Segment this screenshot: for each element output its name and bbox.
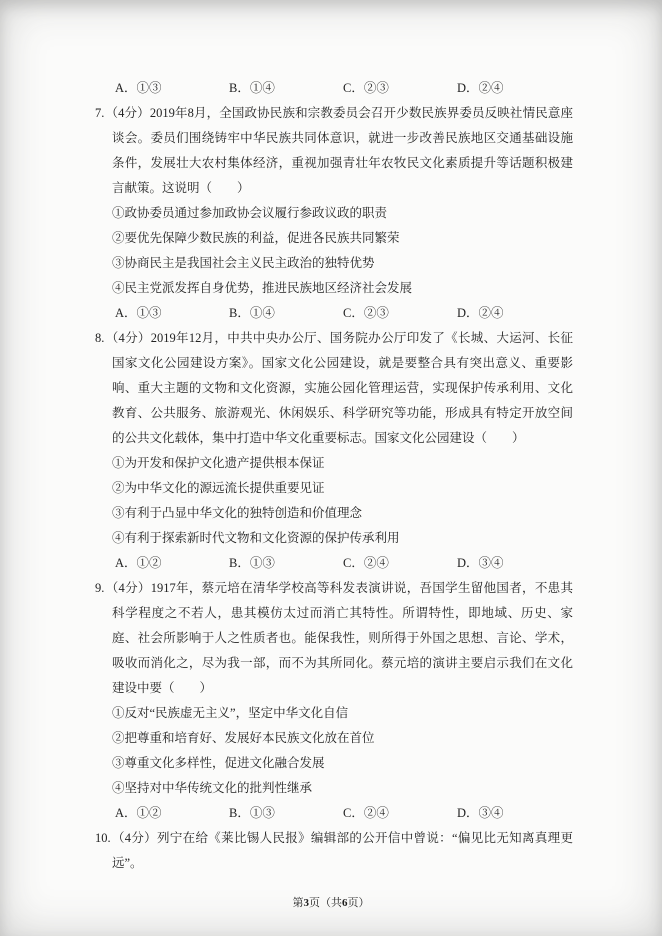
question-text: （4分）2019年12月，中共中央办公厅、国务院办公厅印发了《长城、大运河、长征国家文化公园建设方案》。国家文化公园建设，就是要整合具有突出意义、重要影响、重大主题的文物和文化资源，实施公园化管理运营，实现保护传承利用、文化教育、公共服务、旅游观光、休闲娱乐、科学研究等功能，形成具有特定开放空间的公共文化载体，集中打造中华文化重要标志。国家文化公园建设（ ） [105, 331, 573, 445]
option-a: A．①② [115, 556, 162, 570]
question-stem [95, 576, 573, 701]
statement-3: ③有利于凸显中华文化的独特创造和价值理念 [112, 506, 363, 520]
question-text: （4分）列宁在给《莱比锡人民报》编辑部的公开信中曾说：“偏见比无知离真理更远”。 [111, 831, 573, 870]
question-stem [95, 326, 573, 451]
option-b: B．①④ [229, 81, 275, 95]
question-number: 10. [95, 831, 111, 845]
option-d: D．②④ [457, 81, 504, 95]
option-d: D．②④ [457, 306, 504, 320]
statement-1: ①为开发和保护文化遗产提供根本保证 [112, 456, 325, 470]
footer-text: 页（共 [309, 897, 342, 909]
statement-2: ②要优先保障少数民族的利益，促进各民族共同繁荣 [112, 231, 400, 245]
option-c: C．②④ [343, 806, 389, 820]
option-c: C．②③ [343, 306, 389, 320]
statement-4: ④坚持对中华传统文化的批判性继承 [112, 781, 313, 795]
footer-page-number: 3 [303, 897, 309, 909]
option-a: A．①③ [115, 306, 162, 320]
option-a: A．①② [115, 806, 162, 820]
question-8 [95, 326, 573, 576]
footer-text: 第 [292, 897, 304, 909]
option-b: B．①③ [229, 806, 275, 820]
page-footer [0, 894, 662, 910]
option-c: C．②③ [343, 81, 389, 95]
statement-2: ②把尊重和培育好、发展好本民族文化放在首位 [112, 731, 375, 745]
option-d: D．③④ [457, 556, 504, 570]
question-text: （4分）2019年8月，全国政协民族和宗教委员会召开少数民族界委员反映社情民意座谈会。委员们围绕铸牢中华民族共同体意识，就进一步改善民族地区交通基础设施条件，发展壮大农村集体经济，重视加强青壮年农牧民文化素质提升等话题积极建言献策。这说明（ ） [105, 106, 573, 195]
question-10 [95, 826, 573, 876]
question-9-options-row [95, 801, 573, 826]
question-number: 9. [95, 581, 105, 595]
footer-text: 页） [347, 897, 370, 909]
footer-total-pages: 6 [342, 897, 348, 909]
statement-4: ④有利于探索新时代文物和文化资源的保护传承利用 [112, 531, 400, 545]
question-7 [95, 101, 573, 326]
question-stem [95, 101, 573, 201]
question-stem [95, 826, 573, 876]
question-8-options-row [95, 551, 573, 576]
question-number: 7. [95, 106, 105, 120]
statement-3: ③协商民主是我国社会主义民主政治的独特优势 [112, 256, 375, 270]
question-7-options-row [95, 301, 573, 326]
statement-1: ①反对“民族虚无主义”，坚定中华文化自信 [112, 706, 349, 720]
exam-content [95, 76, 573, 876]
statement-4: ④民主党派发挥自身优势，推进民族地区经济社会发展 [112, 281, 413, 295]
question-text: （4分）1917年，蔡元培在清华学校高等科发表演讲说，吾国学生留他国者，不患其科学程度之不若人，患其模仿太过而消亡其特性。所谓特性，即地域、历史、家庭、社会所影响于人之性质者也。能保我性，则所得于外国之思想、言论、学术，吸收而消化之，尽为我一部，而不为其所同化。蔡元培的演讲主要启示我们在文化建设中要（ ） [105, 581, 573, 695]
question-6-options-row [95, 76, 573, 101]
option-a: A．①③ [115, 81, 162, 95]
option-b: B．①④ [229, 306, 275, 320]
question-number: 8. [95, 331, 105, 345]
option-c: C．②④ [343, 556, 389, 570]
question-9 [95, 576, 573, 826]
option-d: D．③④ [457, 806, 504, 820]
statement-1: ①政协委员通过参加政协会议履行参政议政的职责 [112, 206, 388, 220]
option-b: B．①③ [229, 556, 275, 570]
statement-2: ②为中华文化的源远流长提供重要见证 [112, 481, 325, 495]
statement-3: ③尊重文化多样性，促进文化融合发展 [112, 756, 325, 770]
